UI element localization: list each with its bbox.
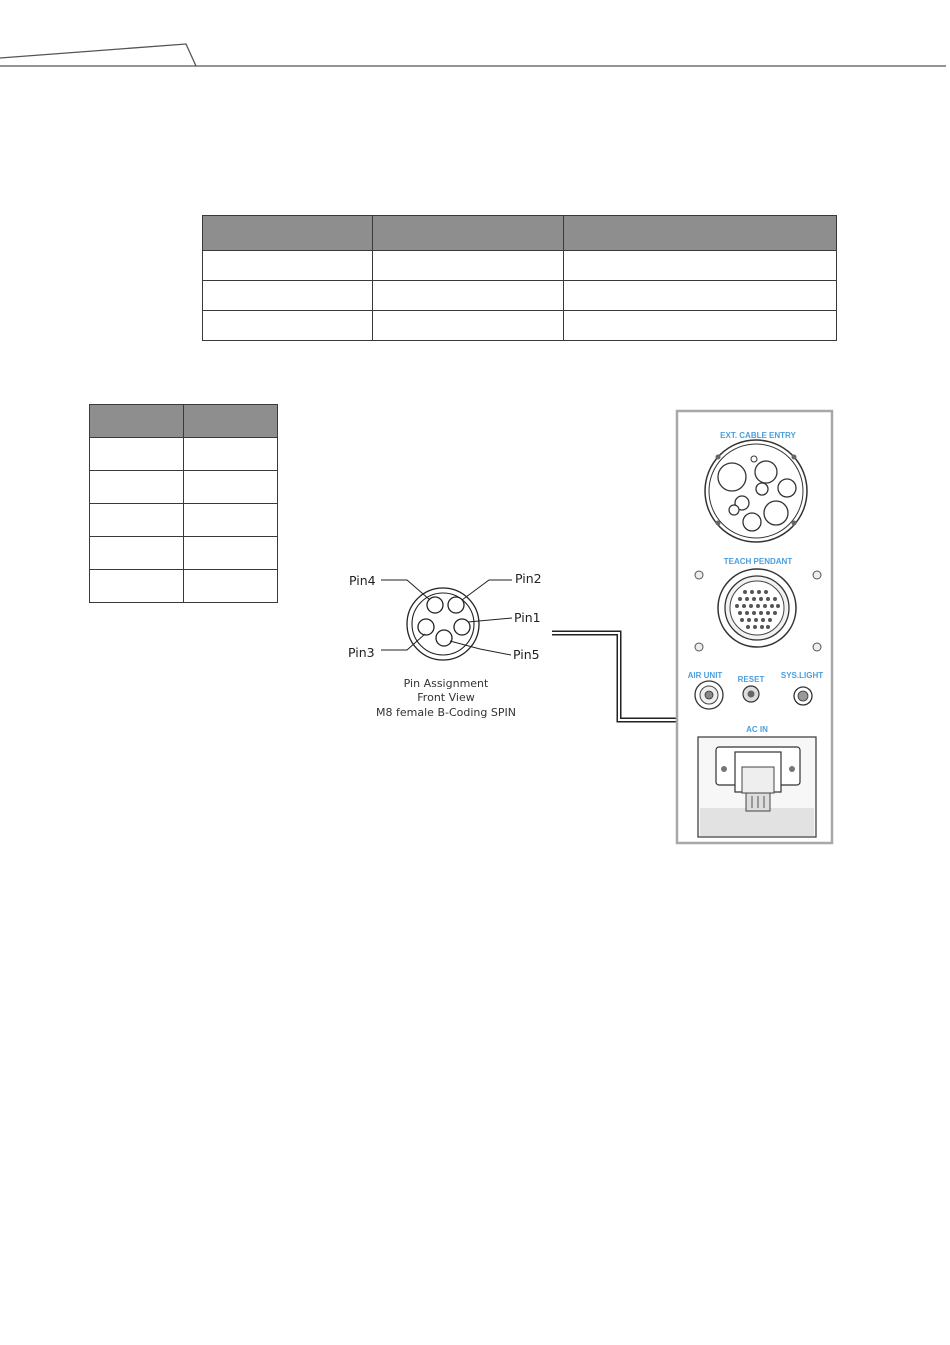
- controller-panel: [677, 411, 832, 843]
- diagram-caption-line2: Front View: [417, 691, 475, 704]
- ac-in-socket-icon: [698, 737, 816, 837]
- reset-label: RESET: [737, 675, 765, 684]
- air-unit-port-icon: [695, 681, 723, 709]
- diagram-caption-line3: M8 female B-Coding SPIN: [376, 706, 516, 719]
- cable-entry-icon: [705, 440, 807, 542]
- sys-light-label: SYS.LIGHT: [780, 671, 824, 680]
- pin1-label: Pin1: [514, 610, 541, 625]
- sys-light-port-icon: [794, 687, 812, 705]
- diagram-caption-line1: Pin Assignment: [403, 677, 489, 690]
- pin2-label: Pin2: [515, 571, 542, 586]
- ext-cable-entry-label: EXT. CABLE ENTRY: [720, 431, 796, 440]
- m8-connector-icon: [407, 588, 479, 660]
- air-unit-label: AIR UNIT: [687, 671, 723, 680]
- pin4-label: Pin4: [349, 573, 376, 588]
- reset-button-icon: [743, 686, 759, 702]
- pin5-label: Pin5: [513, 647, 540, 662]
- ac-in-label: AC IN: [746, 725, 768, 734]
- teach-pendant-label: TEACH PENDANT: [723, 557, 793, 566]
- pin3-label: Pin3: [348, 645, 375, 660]
